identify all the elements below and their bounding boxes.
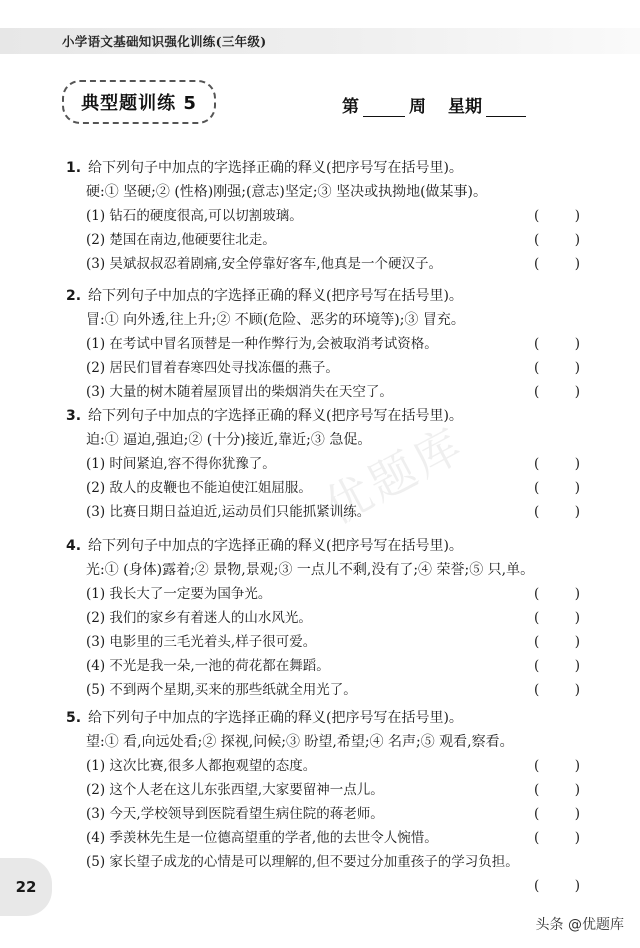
item-text: (3) 吴斌叔叔忍着剧痛,安全停靠好客车,他真是一个硬汉子。 — [86, 256, 442, 272]
question-text: 给下列句子中加点的字选择正确的释义(把序号写在括号里)。 — [88, 710, 463, 726]
question-title — [64, 534, 584, 558]
item-text: (4) 不光是我一朵,一池的荷花都在舞蹈。 — [86, 658, 330, 674]
answer-paren[interactable]: ( ) — [534, 456, 580, 472]
answer-paren[interactable]: ( ) — [534, 360, 580, 376]
item-text: (2) 这个人老在这儿东张西望,大家要留神一点儿。 — [86, 782, 384, 798]
list-item — [64, 754, 584, 778]
answer-paren[interactable]: ( ) — [534, 658, 580, 674]
answer-paren[interactable]: ( ) — [534, 208, 580, 224]
question-5 — [64, 706, 584, 898]
question-title — [64, 284, 584, 308]
list-item — [64, 332, 584, 356]
question-text: 给下列句子中加点的字选择正确的释义(把序号写在括号里)。 — [88, 288, 463, 304]
section-badge-label: 典型题训练 5 — [81, 93, 197, 114]
question-4 — [64, 534, 584, 702]
item-text: (4) 季羡林先生是一位德高望重的学者,他的去世令人惋惜。 — [86, 830, 438, 846]
item-text: (5) 家长望子成龙的心情是可以理解的,但不要过分加重孩子的学习负担。 — [86, 854, 519, 870]
week-prefix: 第 — [342, 97, 359, 117]
list-item — [64, 452, 584, 476]
item-text: (5) 不到两个星期,买来的那些纸就全用光了。 — [86, 682, 357, 698]
list-item — [64, 500, 584, 524]
item-text: (2) 敌人的皮鞭也不能迫使江姐屈服。 — [86, 480, 312, 496]
item-text: (3) 今天,学校领导到医院看望生病住院的蒋老师。 — [86, 806, 384, 822]
answer-paren[interactable]: ( ) — [534, 758, 580, 774]
question-2 — [64, 284, 584, 404]
list-item — [64, 630, 584, 654]
answer-paren[interactable]: ( ) — [534, 878, 580, 894]
item-text: (1) 在考试中冒名顶替是一种作弊行为,会被取消考试资格。 — [86, 336, 438, 352]
question-title — [64, 156, 584, 180]
definition-line: 冒:① 向外透,往上升;② 不顾(危险、恶劣的环境等);③ 冒充。 — [86, 312, 465, 328]
list-item — [64, 802, 584, 826]
answer-paren[interactable]: ( ) — [534, 586, 580, 602]
question-number: 2. — [66, 288, 82, 304]
list-item — [64, 826, 584, 850]
page-number: 22 — [0, 858, 52, 916]
week-number-blank[interactable] — [363, 96, 405, 117]
answer-paren[interactable]: ( ) — [534, 610, 580, 626]
question-number: 4. — [66, 538, 82, 554]
item-text: (2) 楚国在南边,他硬要往北走。 — [86, 232, 276, 248]
answer-paren[interactable]: ( ) — [534, 480, 580, 496]
weekday-label: 星期 — [448, 97, 482, 117]
question-3 — [64, 404, 584, 524]
item-text: (1) 钻石的硬度很高,可以切割玻璃。 — [86, 208, 303, 224]
weekday-blank[interactable] — [486, 96, 526, 117]
answer-paren[interactable]: ( ) — [534, 682, 580, 698]
item-text: (3) 电影里的三毛光着头,样子很可爱。 — [86, 634, 317, 650]
list-item — [64, 252, 584, 276]
item-text: (1) 时间紧迫,容不得你犹豫了。 — [86, 456, 276, 472]
answer-paren[interactable]: ( ) — [534, 830, 580, 846]
item-text: (3) 比赛日期日益迫近,运动员们只能抓紧训练。 — [86, 504, 371, 520]
question-text: 给下列句子中加点的字选择正确的释义(把序号写在括号里)。 — [88, 408, 463, 424]
definition-line: 迫:① 逼迫,强迫;② (十分)接近,靠近;③ 急促。 — [86, 432, 372, 448]
answer-paren[interactable]: ( ) — [534, 634, 580, 650]
list-item — [64, 850, 584, 874]
list-item — [64, 606, 584, 630]
question-title — [64, 706, 584, 730]
definition-line: 望:① 看,向远处看;② 探视,问候;③ 盼望,希望;④ 名声;⑤ 观看,察看。 — [86, 734, 514, 750]
question-text: 给下列句子中加点的字选择正确的释义(把序号写在括号里)。 — [88, 160, 463, 176]
question-text: 给下列句子中加点的字选择正确的释义(把序号写在括号里)。 — [88, 538, 463, 554]
definition-line: 光:① (身体)露着;② 景物,景观;③ 一点儿不剩,没有了;④ 荣誉;⑤ 只,单。 — [86, 562, 535, 578]
week-mid: 周 — [409, 97, 426, 117]
question-number: 5. — [66, 710, 82, 726]
list-item — [64, 476, 584, 500]
list-item — [64, 654, 584, 678]
list-item — [64, 778, 584, 802]
list-item — [64, 356, 584, 380]
item-text: (2) 我们的家乡有着迷人的山水风光。 — [86, 610, 312, 626]
answer-paren[interactable]: ( ) — [534, 232, 580, 248]
item-text: (1) 我长大了一定要为国争光。 — [86, 586, 272, 602]
book-title: 小学语文基础知识强化训练(三年级) — [62, 34, 267, 49]
answer-paren[interactable]: ( ) — [534, 504, 580, 520]
item-text: (2) 居民们冒着春寒四处寻找冻僵的燕子。 — [86, 360, 339, 376]
answer-paren[interactable]: ( ) — [534, 806, 580, 822]
answer-paren[interactable]: ( ) — [534, 336, 580, 352]
list-item — [64, 228, 584, 252]
list-item — [64, 678, 584, 702]
question-number: 3. — [66, 408, 82, 424]
definition-line: 硬:① 坚硬;② (性格)刚强;(意志)坚定;③ 坚决或执拗地(做某事)。 — [86, 184, 487, 200]
question-number: 1. — [66, 160, 82, 176]
answer-paren[interactable]: ( ) — [534, 782, 580, 798]
answer-paren[interactable]: ( ) — [534, 256, 580, 272]
list-item — [64, 582, 584, 606]
week-fill-line — [342, 92, 526, 117]
answer-paren[interactable]: ( ) — [534, 384, 580, 400]
question-1 — [64, 156, 584, 276]
list-item — [64, 380, 584, 404]
list-item-answer-row — [64, 874, 584, 898]
section-badge — [62, 80, 216, 124]
item-text: (1) 这次比赛,很多人都抱观望的态度。 — [86, 758, 317, 774]
item-text: (3) 大量的树木随着屋顶冒出的柴烟消失在天空了。 — [86, 384, 393, 400]
question-title — [64, 404, 584, 428]
source-watermark: 头条 @优题库 — [535, 917, 624, 933]
faint-watermark: 优题库 — [315, 416, 474, 535]
list-item — [64, 204, 584, 228]
